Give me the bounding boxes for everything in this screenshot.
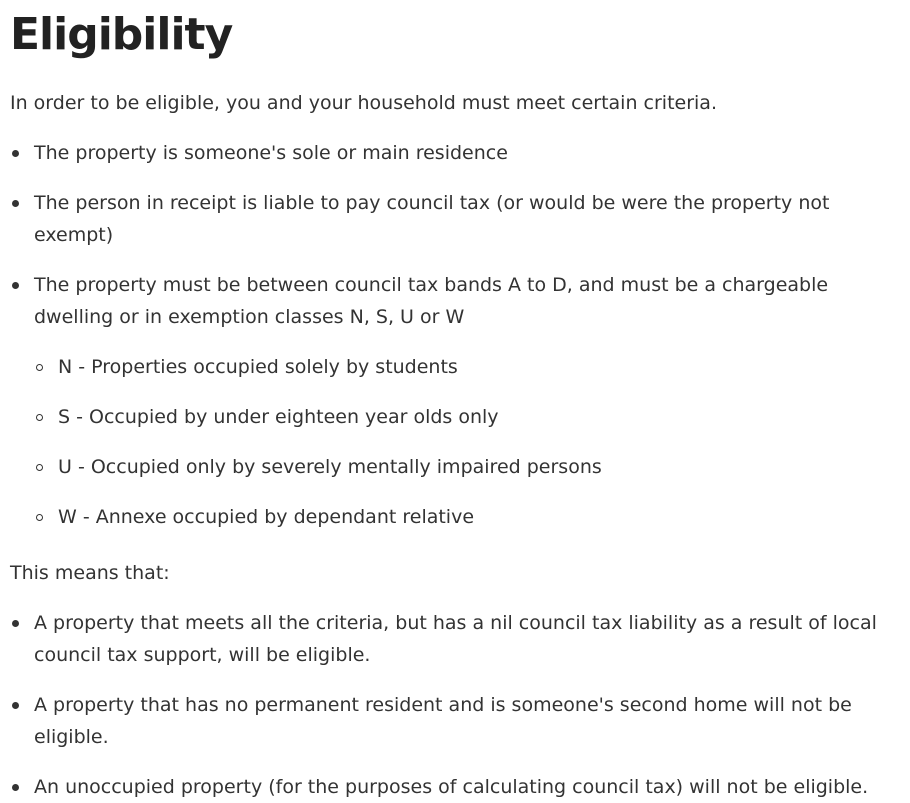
bullet-icon [12, 702, 19, 709]
exemption-class-item [34, 451, 900, 483]
exemption-class-item [34, 351, 900, 383]
bullet-icon [12, 200, 19, 207]
exemption-class-text: W - Annexe occupied by dependant relative [58, 506, 475, 528]
bullet-icon [12, 150, 19, 157]
means-item [10, 689, 900, 753]
criteria-item [10, 269, 900, 533]
means-item [10, 771, 900, 803]
intro-text: In order to be eligible, you and your household must meet certain criteria. [10, 92, 717, 114]
means-item-text: An unoccupied property (for the purposes of calculating council tax) will not be eligible. [34, 776, 869, 798]
bullet-icon [12, 282, 19, 289]
exemption-classes-list [34, 351, 900, 533]
means-item-text: A property that meets all the criteria, but has a nil council tax liability as a result of local council tax support, will be eligible. [34, 612, 877, 666]
criteria-list [10, 137, 900, 533]
means-intro-text: This means that: [10, 562, 170, 584]
criteria-item [10, 137, 900, 169]
criteria-item [10, 187, 900, 251]
exemption-class-text: U - Occupied only by severely mentally impaired persons [58, 456, 602, 478]
bullet-icon [12, 620, 19, 627]
means-item-text: A property that has no permanent resident and is someone's second home will not be eligible. [34, 694, 852, 748]
content-area [10, 0, 900, 803]
means-item [10, 607, 900, 671]
exemption-class-text: N - Properties occupied solely by students [58, 356, 458, 378]
exemption-class-text: S - Occupied by under eighteen year olds only [58, 406, 499, 428]
exemption-class-item [34, 501, 900, 533]
hollow-bullet-icon [36, 414, 43, 421]
criteria-item-text: The property is someone's sole or main residence [34, 142, 508, 164]
criteria-item-text: The property must be between council tax bands A to D, and must be a chargeable dwelling or in exemption classes N, S, U or W [34, 274, 829, 328]
hollow-bullet-icon [36, 364, 43, 371]
criteria-item-text: The person in receipt is liable to pay council tax (or would be were the property not exempt) [34, 192, 830, 246]
exemption-class-item [34, 401, 900, 433]
means-list [10, 607, 900, 803]
hollow-bullet-icon [36, 514, 43, 521]
page-title: Eligibility [10, 9, 233, 60]
bullet-icon [12, 784, 19, 791]
hollow-bullet-icon [36, 464, 43, 471]
